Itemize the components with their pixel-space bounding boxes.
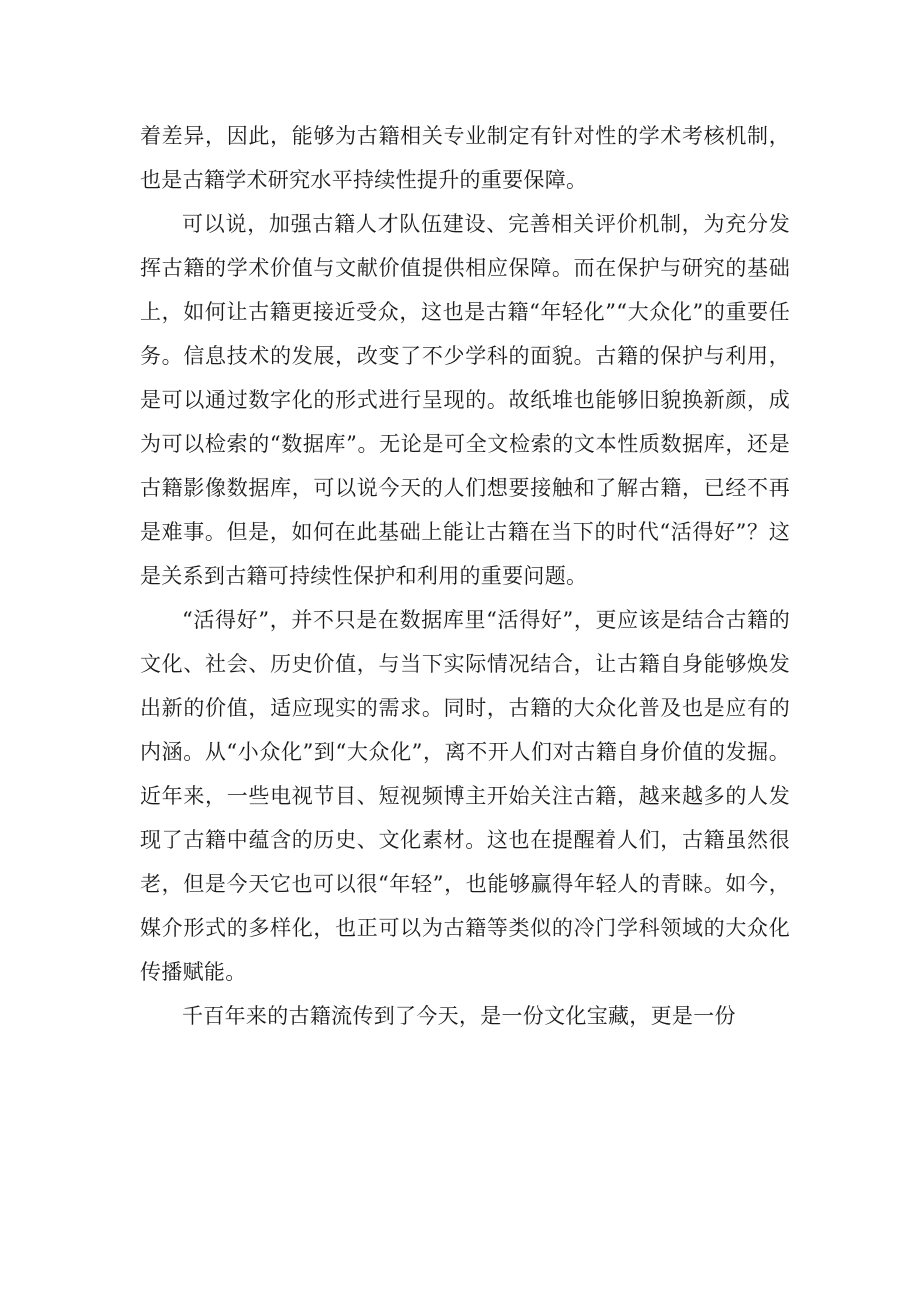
paragraph-2: 可以说，加强古籍人才队伍建设、完善相关评价机制，为充分发挥古籍的学术价值与文献价值提供相应保障。而在保护与研究的基础上，如何让古籍更接近受众，这也是古籍“年轻化”“大众化”的重要任务。信息技术的发展，改变了不少学科的面貌。古籍的保护与利用，是可以通过数字化的形式进行呈现的。故纸堆也能够旧貌换新颜，成为可以检索的“数据库”。无论是可全文检索的文本性质数据库，还是古籍影像数据库，可以说今天的人们想要接触和了解古籍，已经不再是难事。但是，如何在此基础上能让古籍在当下的时代“活得好”？这是关系到古籍可持续性保护和利用的重要问题。 xyxy=(140,212,790,588)
paragraph-4: 千百年来的古籍流传到了今天，是一份文化宝藏，更是一份 xyxy=(182,1004,736,1028)
document-body xyxy=(140,114,790,1038)
paragraph-3: “活得好”，并不只是在数据库里“活得好”，更应该是结合古籍的文化、社会、历史价值，与当下实际情况结合，让古籍自身能够焕发出新的价值，适应现实的需求。同时，古籍的大众化普及也是应有的内涵。从“小众化”到“大众化”，离不开人们对古籍自身价值的发掘。近年来，一些电视节目、短视频博主开始关注古籍，越来越多的人发现了古籍中蕴含的历史、文化素材。这也在提醒着人们，古籍虽然很老，但是今天它也可以很“年轻”，也能够赢得年轻人的青睐。如今，媒介形式的多样化，也正可以为古籍等类似的冷门学科领域的大众化传播赋能。 xyxy=(140,608,790,984)
paragraph-1: 着差异，因此，能够为古籍相关专业制定有针对性的学术考核机制，也是古籍学术研究水平持续性提升的重要保障。 xyxy=(140,124,790,192)
